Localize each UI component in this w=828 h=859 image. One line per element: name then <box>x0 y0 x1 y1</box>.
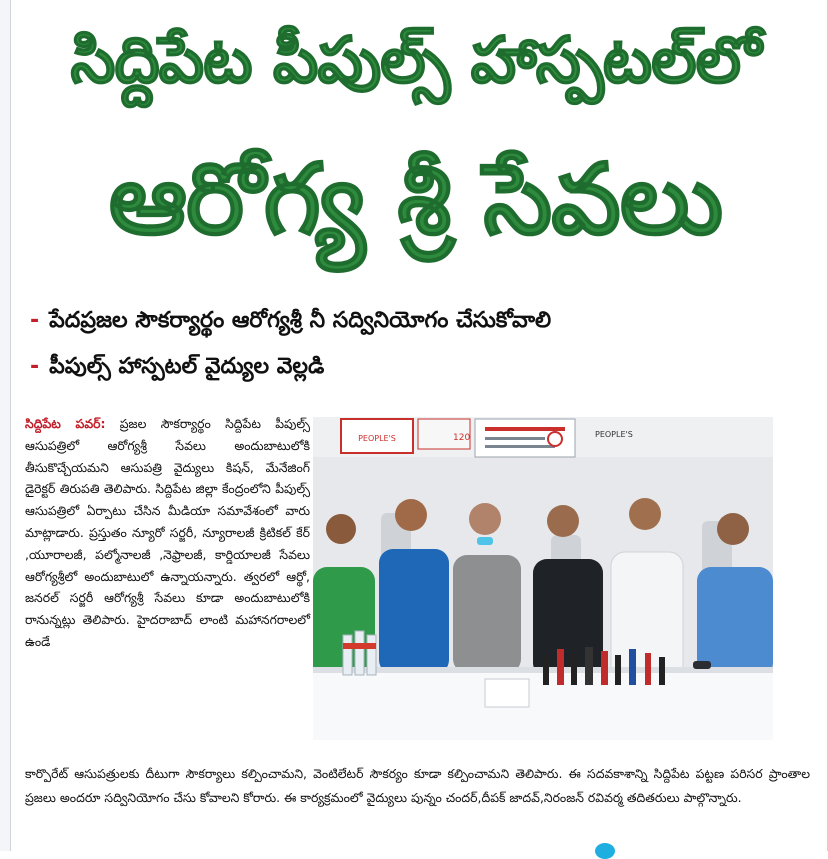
left-poster-text: PEOPLE'S <box>358 434 396 443</box>
logo-text: PEOPLE'S <box>595 430 633 439</box>
subhead-dash: - <box>30 308 40 333</box>
number-sign: 120 <box>453 433 471 443</box>
subhead-2 <box>30 354 810 384</box>
photo-illustration <box>313 417 773 740</box>
subhead-dash: - <box>30 354 40 379</box>
article-column <box>25 413 310 653</box>
article-column-text: ప్రజల సౌకర్యార్థం సిద్దిపేట పీపుల్స్ ఆసుపత్రిలో ఆరోగ్యశ్రీ సేవలు అందుబాటులోకి తీసుకొచ్చేయమని ఆసుపత్రి వైద్యులు కిషన్, మేనేజింగ్ డైరెక్టర్ తిరుపతి తెలిపారు. సిద్దిపేట జిల్లా కేంద్రంలోని పీపుల్స్ ఆసుపత్రిలో ఏర్పాటు చేసిన మీడియా సమావేశంలో వారు మాట్లాడారు. ప్రస్తుతం న్యూరో సర్జరీ, న్యూరాలజీ క్రిటికల్ కేర్ ,యూరాలజీ, పల్మోనాలజీ ,నెఫ్రాలజీ, కార్డియాలజీ సేవలు ఆరోగ్యశ్రీలో అందుబాటులో ఉన్నాయన్నారు. త్వరలో ఆర్థో, జనరల్ సర్జరీ ఆరోగ్యశ్రీ సేవలు కూడా అందుబాటులోకి రానున్నట్లు తెలిపారు. హైదరాబాద్ లాంటి మహానగరాలలో ఉండే <box>25 416 310 649</box>
subhead-text: పీపుల్స్ హాస్పటల్ వైద్యుల వెల్లడి <box>49 354 325 379</box>
subhead-text: పేదప్రజల సౌకర్యార్థం ఆరోగ్యశ్రీ నీ సద్వినియోగం చేసుకోవాలి <box>49 308 552 333</box>
article-continuation: కార్పొరేట్ ఆసుపత్రులకు దీటుగా సౌకర్యాలు కల్పించామని, వెంటిలేటర్ సౌకర్యం కూడా కల్పించామని తెలిపారు. ఈ సదవకాశాన్ని సిద్దిపేట పట్టణ పరిసర ప్రాంతాల ప్రజలు అందరూ సద్వినియోగం చేసు కోవాలని కోరారు. ఈ కార్యక్రమంలో వైద్యులు పున్నం చందర్,దీపక్ జాదవ్,నిరంజన్ రవివర్మ తదితరులు పాల్గొన్నారు. <box>25 766 810 805</box>
headline-line-1: సిద్దిపేట పీపుల్స్ హాస్పటల్‌లో <box>70 24 761 98</box>
page-edge <box>0 0 10 851</box>
press-meet-photo <box>313 417 773 740</box>
column-rule <box>10 0 11 851</box>
share-badge-icon <box>595 843 615 859</box>
headline-line-2: ఆరోగ్య శ్రీ సేవలు <box>108 143 723 257</box>
dateline: సిద్దిపేట పవర్: <box>25 416 106 431</box>
subhead-1 <box>30 308 810 338</box>
